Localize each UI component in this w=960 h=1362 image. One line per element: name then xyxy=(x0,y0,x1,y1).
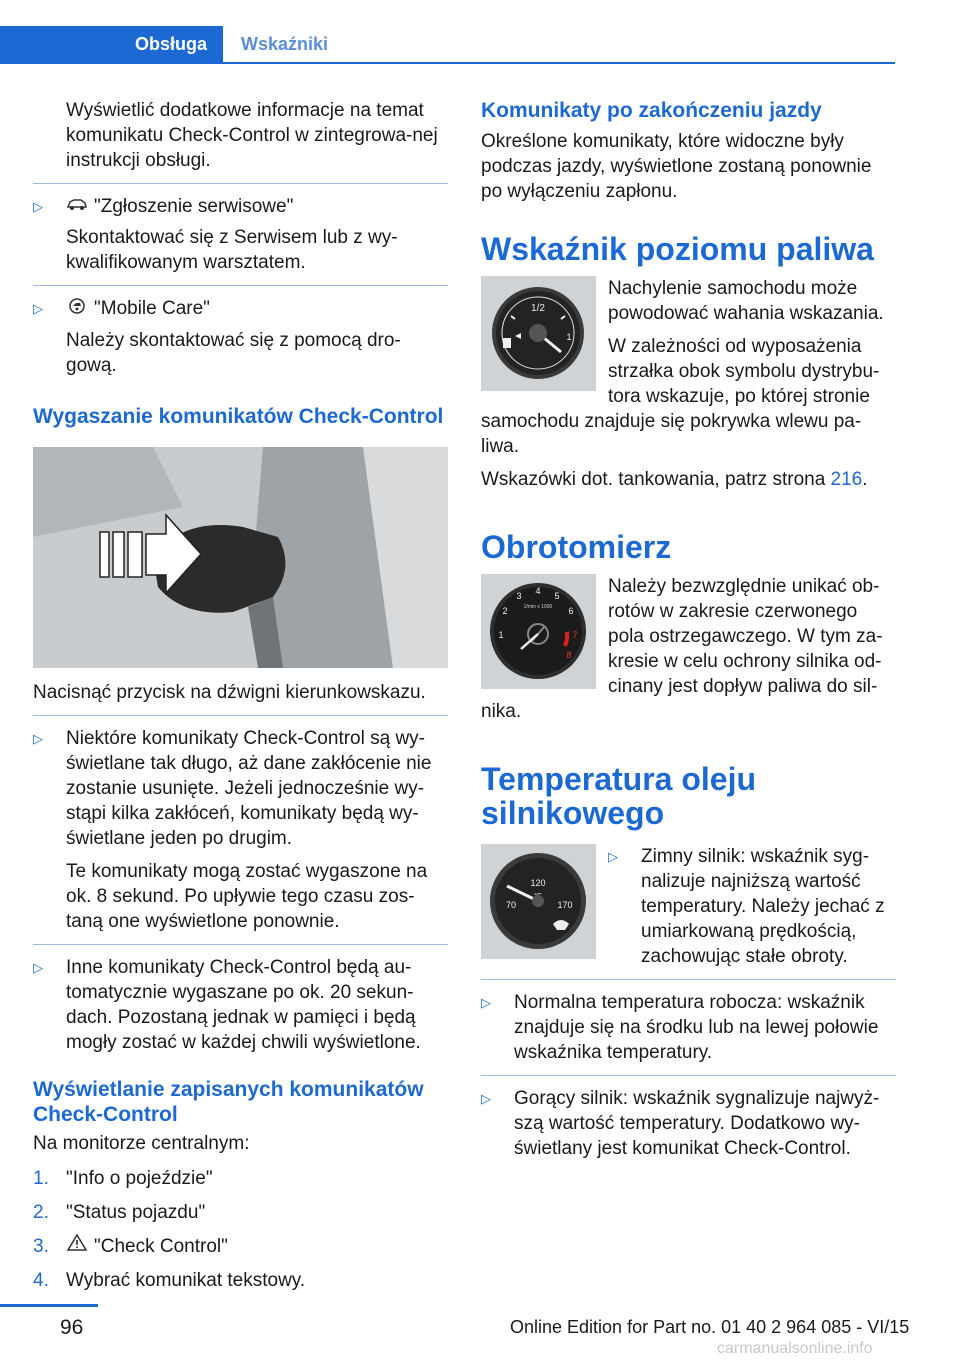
edition-text: Online Edition for Part no. 01 40 2 964 085 - VI/15 xyxy=(510,1317,910,1337)
page-link[interactable]: 216 xyxy=(830,469,863,490)
step-item: 1. "Info o pojeździe" xyxy=(33,1167,213,1189)
saved-intro: Na monitorze centralnym: xyxy=(33,1132,250,1154)
svg-text:8: 8 xyxy=(566,650,572,660)
tab-wskazniki[interactable]: Wskaźniki xyxy=(241,34,329,54)
image-caption: Nacisnąć przycisk na dźwigni kierunkowskazu. xyxy=(33,681,426,703)
page-number: 96 xyxy=(60,1316,84,1339)
separator xyxy=(33,183,448,184)
svg-text:7: 7 xyxy=(572,630,578,640)
svg-text:1/2: 1/2 xyxy=(531,303,545,314)
bullet-marker: ▷ xyxy=(33,959,43,975)
bullet-marker: ▷ xyxy=(33,301,43,317)
bullet-marker: ▷ xyxy=(608,849,618,864)
bullet-marker: ▷ xyxy=(481,1091,491,1106)
oil-temperature-gauge-image xyxy=(481,844,596,964)
paragraph: Inne komunikaty Check-Control będą au-tomatycznie wygaszane po ok. 20 sekun-dach. Pozostaną jednak w pamięci i będą mogły zostać w każdej chwili wyświetlone. xyxy=(66,956,421,1053)
tachometer-image xyxy=(481,574,596,694)
oil-section xyxy=(481,844,896,1161)
heading-fuel-gauge: Wskaźnik poziomu paliwa xyxy=(481,231,874,267)
service-car-icon xyxy=(66,194,88,219)
bullet-marker: ▷ xyxy=(481,995,491,1010)
footer-accent-line xyxy=(0,1304,98,1307)
bullet-marker: ▷ xyxy=(33,730,43,746)
list-item-mobile-care xyxy=(33,296,448,377)
intro-text: Wyświetlić dodatkowe informacje na temat komunikatu Check-Control w zintegrowa-nej instrukcji obsługi. xyxy=(66,100,438,171)
separator xyxy=(33,944,448,945)
svg-text:4: 4 xyxy=(535,586,541,596)
list-item-cold-engine xyxy=(608,844,896,969)
left-column xyxy=(33,98,448,1300)
right-column xyxy=(481,98,896,1161)
fuel-text-1: Nachylenie samochodu może powodować wahania wskazania. xyxy=(608,278,884,324)
list-item-service xyxy=(33,194,448,275)
list-item-hot-engine xyxy=(481,1086,896,1161)
separator xyxy=(33,285,448,286)
item-title: "Zgłoszenie serwisowe" xyxy=(94,196,294,217)
svg-text:1: 1 xyxy=(498,630,504,640)
heading-tachometer: Obrotomierz xyxy=(481,529,672,565)
tachometer-section xyxy=(481,574,896,724)
list-item-hide-1 xyxy=(33,726,448,934)
paragraph: Gorący silnik: wskaźnik sygnalizuje najwyż-szą wartość temperatury. Dodatkowo wy-świetlany jest komunikat Check-Control. xyxy=(514,1088,880,1159)
turn-signal-lever-image xyxy=(33,447,448,668)
svg-text:2: 2 xyxy=(502,606,508,616)
heading-oil-temperature: Temperatura oleju silnikowego xyxy=(481,761,757,831)
svg-text:1: 1 xyxy=(566,332,572,342)
svg-text:1/min x 1000: 1/min x 1000 xyxy=(523,604,553,610)
svg-text:170: 170 xyxy=(557,900,573,910)
tachometer-text: Należy bezwzględnie unikać ob-rotów w zakresie czerwonego pola ostrzegawczego. W tym za-kresie w celu ochrony silnika od-cinany jest dopływ paliwa do sil-nika. xyxy=(481,576,883,722)
step-item: 2. "Status pojazdu" xyxy=(33,1201,206,1223)
bullet-marker: ▷ xyxy=(33,199,43,214)
heading-after-drive: Komunikaty po zakończeniu jazdy xyxy=(481,99,822,122)
steps-list xyxy=(33,1164,448,1300)
paragraph: Te komunikaty mogą zostać wygaszone na ok. 8 sekund. Po upływie tego czasu zos-taną one wyświetlone ponownie. xyxy=(66,860,428,932)
svg-text:120: 120 xyxy=(530,878,546,888)
header-tabs xyxy=(0,26,895,64)
warning-triangle-icon xyxy=(66,1232,88,1262)
paragraph: Zimny silnik: wskaźnik syg-nalizuje najniższą wartość temperatury. Należy jechać z umiarkowaną prędkością, zachowując stałe obroty. xyxy=(641,846,885,967)
svg-text:5: 5 xyxy=(554,591,560,601)
list-item-normal-temp xyxy=(481,990,896,1065)
heading-hide-messages: Wygaszanie komunikatów Check-Control xyxy=(33,404,444,428)
after-drive-text: Określone komunikaty, które widoczne były podczas jazdy, wyświetlone zostaną ponownie po wyłączeniu zapłonu. xyxy=(481,131,872,202)
step-item: 3. "Check Control" xyxy=(33,1232,448,1266)
paragraph: Normalna temperatura robocza: wskaźnik znajduje się na środku lub na lewej połowie wskaźnika temperatury. xyxy=(514,992,879,1063)
watermark: carmanualsonline.info xyxy=(717,1340,873,1357)
separator xyxy=(481,1075,896,1076)
item-title: "Mobile Care" xyxy=(94,298,210,320)
item-description: Należy skontaktować się z pomocą dro-gową. xyxy=(66,329,401,376)
fuel-gauge-image xyxy=(481,276,596,396)
svg-text:6: 6 xyxy=(568,606,574,616)
fuel-section xyxy=(481,276,896,492)
step-item: 4. Wybrać komunikat tekstowy. xyxy=(33,1269,306,1291)
tab-obsluga[interactable]: Obsługa xyxy=(0,26,223,62)
item-description: Skontaktować się z Serwisem lub z wy-kwalifikowanym warsztatem. xyxy=(66,227,398,274)
svg-text:70: 70 xyxy=(505,900,517,910)
fuel-reference: Wskazówki dot. tankowania, patrz strona 216. xyxy=(481,469,868,490)
separator xyxy=(481,979,896,980)
separator xyxy=(33,715,448,716)
heading-saved-messages: Wyświetlanie zapisanych komunikatów Check-Control xyxy=(33,1077,424,1126)
svg-text:3: 3 xyxy=(516,591,522,601)
paragraph: Niektóre komunikaty Check-Control są wy-świetlane tak długo, aż dane zakłócenie nie zostanie usunięte. Jeżeli jednocześnie wy-stąpi kilka zakłóceń, komunikaty będą wy-świetlane jeden po drugim. xyxy=(66,727,432,849)
mobile-care-icon xyxy=(66,297,88,322)
list-item-hide-2 xyxy=(33,955,448,1055)
fuel-text-2: W zależności od wyposażenia strzałka obok symbolu dystrybu-tora wskazuje, po której stronie samochodu znajduje się pokrywka wlewu pa-liwa. xyxy=(481,336,880,457)
